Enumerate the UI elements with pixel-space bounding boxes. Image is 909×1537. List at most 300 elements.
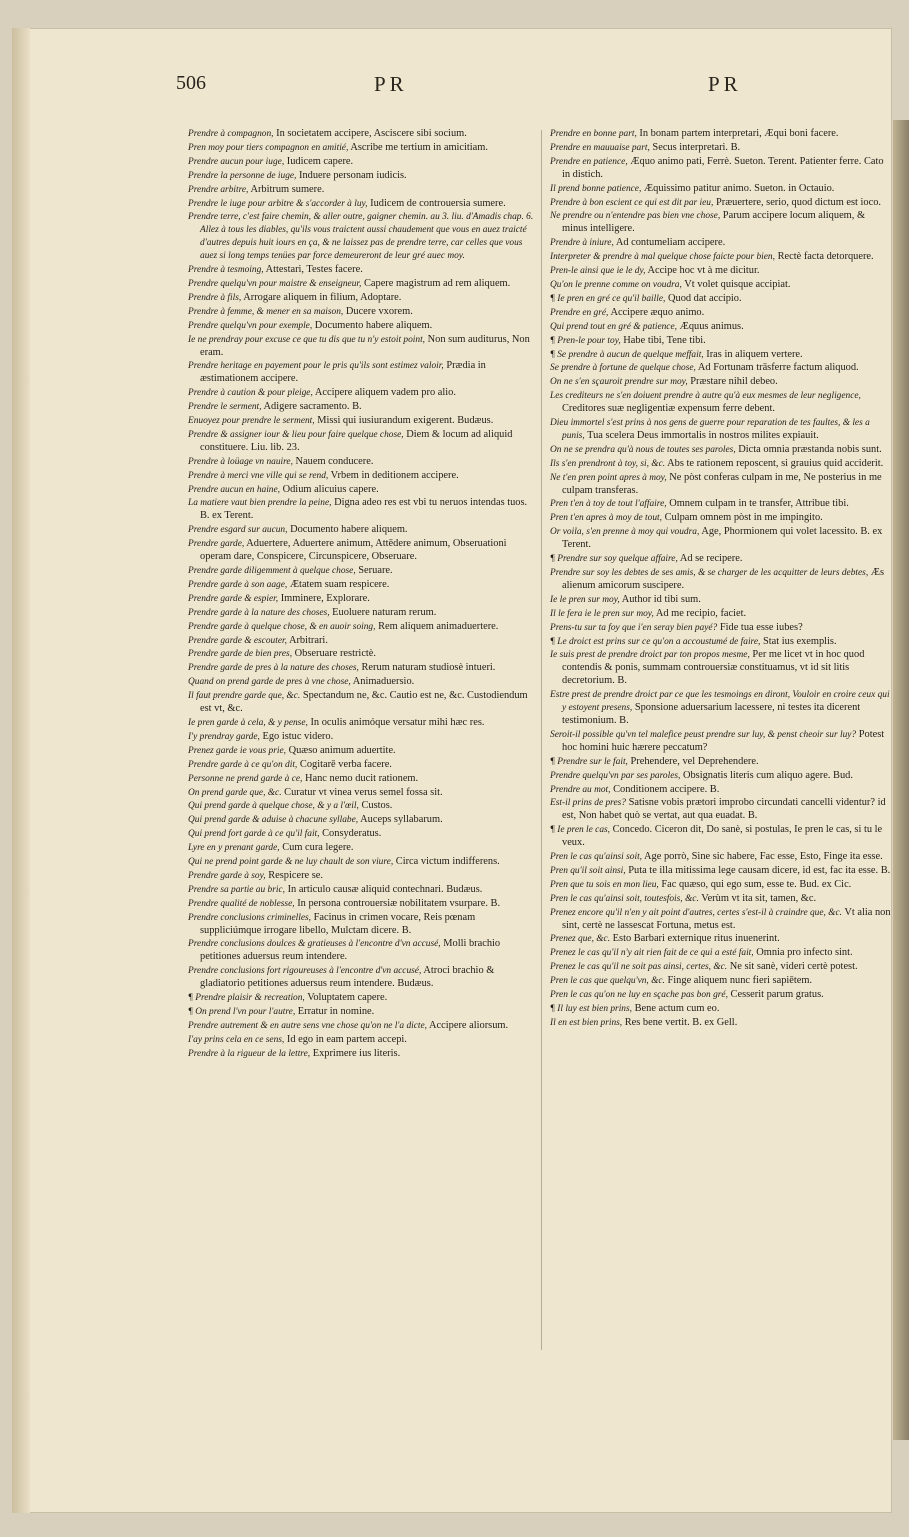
entry-headword: Prendre à merci vne ville qui se rend, — [188, 470, 329, 481]
entry-headword: Prendre à la rigueur de la lettre, — [188, 1048, 311, 1059]
dictionary-entry — [550, 526, 892, 552]
entry-translation: Bene actum cum eo. — [634, 1003, 720, 1014]
entry-headword: I'y prendray garde, — [188, 731, 260, 742]
entry-translation: Cum cura legere. — [282, 842, 354, 854]
entry-translation: Parum accipere locum aliquem, & minus intelligere. — [562, 210, 866, 235]
left-column — [188, 128, 534, 1062]
entry-translation: Curatur vt vinea verus semel fossa sit. — [284, 786, 443, 798]
dictionary-entry — [188, 1006, 534, 1019]
dictionary-entry — [188, 690, 534, 716]
dictionary-entry — [188, 676, 534, 689]
dictionary-entry — [188, 128, 534, 141]
dictionary-entry — [188, 484, 534, 497]
entry-translation: Ne pòst conferas culpam in me, Ne posterius in me culpam transferas. — [562, 471, 882, 496]
dictionary-entry — [550, 567, 892, 593]
entry-translation: Age, Phormionem qui volet lacessito. B. ex Terent. — [562, 526, 883, 551]
dictionary-entry — [188, 787, 534, 800]
entry-translation: Rem aliquem animaduertere. — [378, 620, 499, 632]
entry-headword: Prendre sa partie au bric, — [188, 884, 285, 895]
entry-headword: Prendre au mot, — [550, 784, 611, 795]
dictionary-entry — [550, 865, 892, 878]
entry-translation: Esto Barbari externique ritus inuenerint. — [612, 933, 780, 945]
entry-translation: Age porrò, Sine sic habere, Fac esse, Esto, Finge ita esse. — [644, 851, 883, 863]
entry-translation: Exprimere ius literis. — [312, 1047, 401, 1059]
entry-translation: Quæso animum aduertite. — [288, 744, 396, 756]
entry-headword: Prenez que, &c. — [550, 934, 611, 945]
entry-translation: Adigere sacramento. B. — [263, 401, 362, 413]
entry-translation: Missi qui iusiurandum exigerent. Budæus. — [317, 415, 494, 427]
dictionary-entry — [550, 307, 892, 320]
dictionary-entry — [550, 770, 892, 783]
entry-translation: Ad me recipio, faciet. — [655, 607, 747, 619]
entry-headword: Prendre garde, — [188, 539, 245, 550]
dictionary-entry — [188, 1048, 534, 1061]
entry-translation: Verùm vt ita sit, tamen, &c. — [701, 892, 817, 904]
entry-headword: Ne t'en pren point apres à moy, — [550, 472, 667, 483]
entry-headword: Dieu immortel s'est prins à nos gens de guerre pour reparation de tes faultes, & les a punis, — [550, 418, 870, 441]
entry-translation: Seruare. — [358, 565, 393, 576]
entry-headword: Prendre sur soy les debtes de ses amis, & se charger de les acquitter de leurs debtes, — [550, 568, 869, 578]
entry-headword: ¶ Ie pren en gré ce qu'il baille, — [550, 293, 666, 304]
entry-headword: On ne s'en sçauroit prendre sur moy, — [550, 377, 688, 388]
entry-headword: Quand on prend garde de pres à vne chose, — [188, 677, 351, 688]
entry-translation: Accipere aliorsum. — [429, 1019, 509, 1031]
entry-translation: Spectandum ne, &c. Cautio est ne, &c. Custodiendum est vt, &c. — [200, 690, 528, 715]
entry-headword: Qu'on le prenne comme on voudra, — [550, 279, 682, 290]
entry-headword: Pren-le ainsi que ie le dy, — [550, 266, 646, 277]
entry-translation: Voluptatem capere. — [307, 992, 388, 1004]
entry-translation: Cesserit parum gratus. — [730, 989, 824, 1001]
dictionary-entry — [188, 593, 534, 606]
dictionary-entry — [550, 933, 892, 946]
right-column — [550, 128, 892, 1031]
entry-headword: Pren que tu sois en mon lieu, — [550, 879, 659, 890]
entry-translation: Omnia pro infecto sint. — [756, 947, 853, 959]
dictionary-entry — [550, 251, 892, 264]
entry-translation: Iudicem capere. — [286, 155, 354, 167]
entry-translation: Ad contumeliam accipere. — [615, 237, 726, 249]
dictionary-entry — [550, 458, 892, 471]
entry-translation: Vt alia non sint, certè ne lassescat Fortuna, metus est. — [562, 906, 891, 931]
entry-translation: In oculis animóque versatur mihi hæc res. — [310, 716, 485, 728]
dictionary-entry — [550, 553, 892, 566]
entry-translation: Circa victum indifferens. — [395, 856, 500, 868]
entry-headword: Lyre en y prenant garde, — [188, 843, 280, 854]
dictionary-entry — [188, 497, 534, 523]
entry-headword: Prendre en mauuaise part, — [550, 142, 650, 153]
dictionary-entry — [550, 1017, 892, 1030]
entry-translation: In bonam partem interpretari, Æqui boni facere. — [639, 128, 839, 139]
entry-headword: Pren t'en à toy de tout l'affaire, — [550, 499, 667, 510]
dictionary-entry — [188, 470, 534, 483]
dictionary-entry — [188, 198, 534, 211]
entry-headword: Pren le cas qu'ainsi soit, toutesfois, &c. — [550, 893, 699, 904]
dictionary-entry — [188, 898, 534, 911]
entry-translation: Documento habere aliquem. — [290, 524, 408, 536]
entry-headword: Il prend bonne patience, — [550, 183, 642, 194]
entry-translation: Dicta omnia præstanda nobis sunt. — [738, 443, 882, 455]
dictionary-entry — [188, 912, 534, 938]
entry-headword: ¶ Il luy est bien prins, — [550, 1004, 632, 1014]
entry-headword: Prendre conclusions criminelles, — [188, 912, 311, 923]
entry-translation: Potest hoc homini huic hærere peccatum? — [562, 728, 885, 753]
dictionary-entry — [188, 429, 534, 455]
dictionary-entry — [550, 512, 892, 525]
entry-translation: Atroci brachio & gladiatorio petitiones aduersus reum intendere. Budæus. — [200, 965, 495, 990]
entry-headword: Prendre heritage en payement pour le pris qu'ils sont estimez valoir, — [188, 361, 444, 372]
entry-headword: Ie le pren sur moy, — [550, 594, 620, 605]
running-head-right: PR — [708, 72, 742, 96]
entry-headword: Prenez garde ie vous prie, — [188, 745, 286, 756]
entry-translation: Ad Fortunam trāsferre factum aliquod. — [697, 362, 859, 374]
entry-headword: Prendre autrement & en autre sens vne chose qu'on ne l'a dicte, — [188, 1020, 428, 1031]
entry-headword: Prendre quelqu'vn par ses paroles, — [550, 770, 681, 781]
entry-headword: Prendre garde à son aage, — [188, 579, 288, 590]
entry-translation: In societatem accipere, Asciscere sibi socium. — [276, 128, 467, 139]
entry-headword: Prendre garde à la nature des choses, — [188, 607, 330, 618]
entry-headword: Est-il prins de pres? — [550, 798, 626, 809]
entry-translation: Obsignatis literis cum aliquo agere. Bud. — [682, 769, 853, 781]
entry-headword: Pren qu'il soit ainsi, — [550, 865, 626, 876]
dictionary-entry — [550, 210, 892, 236]
entry-headword: Prendre à compagnon, — [188, 129, 274, 139]
dictionary-entry — [550, 797, 892, 823]
dictionary-entry — [550, 183, 892, 196]
dictionary-entry — [188, 745, 534, 758]
entry-translation: In articulo causæ aliquid contechnari. Budæus. — [287, 883, 483, 895]
entry-translation: Conditionem accipere. B. — [613, 783, 720, 795]
entry-translation: Satisne vobis prætori improbo circundati cancelli videntur? id est, Non habet quò se vertat, aut qua euadat. B. — [562, 797, 886, 822]
dictionary-entry — [550, 349, 892, 362]
entry-translation: Animaduersio. — [352, 676, 415, 688]
entry-headword: Prens-tu sur ta foy que i'en seray bien payé? — [550, 622, 718, 633]
entry-headword: ¶ Ie pren le cas, — [550, 825, 611, 836]
entry-translation: Stat ius exemplis. — [762, 635, 837, 647]
entry-translation: Molli brachio petitiones aduersus reum intendere. — [200, 938, 501, 963]
entry-headword: Ie pren garde à cela, & y pense, — [188, 717, 308, 728]
dictionary-entry — [550, 961, 892, 974]
entry-headword: Qui prend fort garde à ce qu'il fait, — [188, 829, 320, 840]
dictionary-entry — [550, 975, 892, 988]
entry-headword: Enuoyez pour prendre le serment, — [188, 416, 315, 427]
dictionary-entry — [188, 320, 534, 333]
entry-headword: Ne prendre ou n'entendre pas bien vne chose, — [550, 211, 721, 222]
entry-headword: Prenez le cas qu'il ne soit pas ainsi, certes, &c. — [550, 962, 728, 973]
entry-translation: Respicere se. — [268, 869, 324, 881]
dictionary-entry — [550, 907, 892, 933]
entry-headword: Prenez encore qu'il n'en y ait point d'autres, certes s'est-il à craindre que, &c. — [550, 907, 842, 918]
entry-headword: Prendre garde à ce qu'on dit, — [188, 759, 298, 770]
dictionary-entry — [188, 170, 534, 183]
entry-translation: Custos. — [361, 800, 393, 812]
dictionary-entry — [550, 649, 892, 688]
dictionary-entry — [550, 636, 892, 649]
entry-headword: Prendre garde diligemment à quelque chose, — [188, 566, 356, 576]
entry-headword: Se prendre à fortune de quelque chose, — [550, 363, 696, 374]
entry-headword: Prendre terre, c'est faire chemin, & aller outre, gaigner chemin. au 3. liu. d'Amadis chap. 6. Allez à tous les diables, qu'ils vous traictent aussi chaudement que vous en auez traicté d'autres depuis huit iours en ça, & ne laissez pas de prendre terre, car celles que vous auez si long temps tenües par force demeureront de leur gré auec moy. — [188, 212, 534, 262]
entry-translation: Attestari, Testes facere. — [265, 264, 363, 276]
entry-headword: Prendre aucun en haine, — [188, 484, 280, 495]
dictionary-entry — [550, 444, 892, 457]
dictionary-entry — [550, 197, 892, 210]
entry-headword: On prend garde que, &c. — [188, 787, 282, 798]
dictionary-entry — [550, 622, 892, 635]
entry-translation: Author id tibi sum. — [621, 593, 701, 605]
entry-headword: Prendre le iuge pour arbitre & s'accorder à luy, — [188, 198, 368, 209]
dictionary-entry — [188, 773, 534, 786]
dictionary-entry — [188, 717, 534, 730]
dictionary-entry — [188, 456, 534, 469]
dictionary-entry — [188, 731, 534, 744]
entry-translation: Ascribe me tertium in amicitiam. — [350, 141, 488, 153]
entry-translation: Documento habere aliquem. — [314, 319, 433, 331]
dictionary-entry — [188, 156, 534, 169]
dictionary-entry — [188, 334, 534, 360]
entry-translation: Ad se recipere. — [679, 553, 743, 565]
entry-translation: In persona controuersiæ nobilitatem vsurpare. B. — [297, 897, 501, 909]
entry-headword: Prendre esgard sur aucun, — [188, 525, 288, 536]
entry-translation: Præstare nihil debeo. — [690, 376, 778, 388]
dictionary-entry — [188, 360, 534, 386]
entry-translation: Auceps syllabarum. — [360, 814, 443, 826]
entry-translation: Ætatem suam respicere. — [289, 578, 390, 590]
entry-translation: Digna adeo res est vbi tu neruos intendas tuos. B. ex Terent. — [200, 497, 528, 522]
entry-translation: Æquus animus. — [679, 320, 744, 332]
entry-translation: Omnem culpam in te transfer, Attribue tibi. — [669, 498, 849, 510]
entry-translation: Iudicem de controuersia sumere. — [370, 197, 506, 209]
entry-translation: Quod dat accipio. — [668, 292, 742, 304]
entry-headword: Ils s'en prendront à toy, si, &c. — [550, 458, 666, 469]
entry-translation: Puta te illa mitissima lege causam dicere, id est, fac ita esse. B. — [628, 864, 891, 876]
entry-translation: Nauem conducere. — [295, 455, 374, 467]
entry-headword: Prendre garde & escouter, — [188, 635, 287, 646]
entry-headword: Il en est bien prins, — [550, 1017, 623, 1028]
dictionary-entry — [550, 237, 892, 250]
entry-translation: Vt volet quisque accipiat. — [684, 278, 791, 290]
dictionary-entry — [550, 608, 892, 621]
entry-translation: Ego istuc videro. — [262, 730, 334, 742]
dictionary-entry — [550, 142, 892, 155]
entry-translation: Tua scelera Deus immortalis in nostros milites expiauit. — [587, 429, 819, 441]
entry-headword: Qui prend garde & aduise à chacune syllabe, — [188, 815, 359, 826]
dictionary-entry — [550, 689, 892, 728]
dictionary-entry — [188, 648, 534, 661]
entry-translation: Diem & locum ad aliquid constituere. Liu. lib. 23. — [200, 428, 513, 453]
entry-headword: Prendre à caution & pour pleige, — [188, 388, 313, 399]
entry-headword: Or voila, s'en prenne à moy qui voudra, — [550, 527, 700, 538]
entry-headword: Pren le cas qu'on ne luy en sçache pas bon gré, — [550, 990, 728, 1001]
dictionary-entry — [550, 335, 892, 348]
entry-translation: Accipere æquo animo. — [610, 306, 705, 318]
entry-translation: Finge aliquem nunc fieri sapiētem. — [667, 975, 813, 987]
dictionary-entry — [550, 390, 892, 416]
entry-translation: Æs alienum amicorum suscipere. — [562, 567, 885, 591]
entry-headword: Ie suis prest de prendre droict par ton propos mesme, — [550, 650, 750, 661]
entry-translation: Secus interpretari. B. — [652, 141, 741, 153]
entry-translation: Rectè facta detorquere. — [777, 251, 874, 263]
dictionary-entry — [550, 321, 892, 334]
dictionary-entry — [550, 594, 892, 607]
dictionary-entry — [188, 142, 534, 155]
entry-headword: Prendre en gré, — [550, 307, 609, 318]
dictionary-entry — [550, 417, 892, 443]
entry-translation: Fac quæso, qui ego sum, esse te. Bud. ex Cic. — [661, 878, 852, 890]
entry-headword: Pren le cas qu'ainsi soit, — [550, 852, 643, 863]
page-header — [176, 72, 876, 102]
entry-headword: Il faut prendre garde que, &c. — [188, 691, 301, 702]
dictionary-entry — [550, 851, 892, 864]
dictionary-entry — [550, 498, 892, 511]
dictionary-entry — [550, 128, 892, 141]
dictionary-entry — [550, 729, 892, 755]
entry-headword: Prendre à bon escient ce qui est dit par ieu, — [550, 197, 714, 208]
entry-headword: Prendre à loüage vn nauire, — [188, 456, 293, 467]
entry-translation: Arrogare aliquem in filium, Adoptare. — [243, 291, 402, 303]
entry-headword: On ne se prendra qu'à nous de toutes ses paroles, — [550, 444, 736, 455]
entry-headword: Prendre conclusions fort rigoureuses à l'encontre d'vn accusé, — [188, 966, 422, 977]
entry-translation: Odium alicuius capere. — [282, 483, 379, 495]
entry-translation: Fide tua esse iubes? — [719, 621, 803, 633]
entry-headword: Il le fera ie le pren sur moy, — [550, 608, 654, 619]
entry-headword: Prendre à iniure, — [550, 238, 614, 249]
entry-headword: Prendre la personne de iuge, — [188, 170, 297, 181]
dictionary-entry — [188, 992, 534, 1005]
dictionary-entry — [188, 264, 534, 277]
entry-translation: Cogitarē verba facere. — [299, 758, 392, 770]
entry-headword: Prendre & assigner iour & lieu pour faire quelque chose, — [188, 429, 404, 440]
dictionary-entry — [550, 1003, 892, 1016]
dictionary-entry — [550, 265, 892, 278]
dictionary-entry — [188, 387, 534, 400]
entry-translation: Ne sit sanè, videri certè potest. — [729, 961, 858, 973]
entry-translation: Per me licet vt in hoc quod contendis & ponis, summam controuersiæ constituamus, vt id sit litis decretorium. B. — [562, 649, 865, 687]
entry-headword: Prendre qualité de noblesse, — [188, 898, 295, 909]
dictionary-entry — [188, 621, 534, 634]
entry-translation: Creditores suæ negligentiæ expensum ferre debent. — [562, 403, 775, 415]
entry-translation: Facinus in crimen vocare, Reis pœnam suppliciúmque irrogare libello, Mulctam dicere. B. — [200, 911, 476, 936]
entry-translation: Accipere aliquem vadem pro alio. — [314, 387, 456, 399]
entry-headword: Estre prest de prendre droict par ce que les tesmoings en diront, Vouloir en croire ceux qui y estoyent presens, — [550, 690, 890, 714]
dictionary-entry — [188, 278, 534, 291]
dictionary-entry — [188, 1034, 534, 1047]
entry-headword: Qui prend garde à quelque chose, & y a l'œil, — [188, 801, 359, 812]
entry-translation: Æquo animo pati, Ferrè. Sueton. Terent. Patienter ferre. Cato in distich. — [562, 155, 884, 180]
entry-translation: Rerum naturam studiosè intueri. — [361, 662, 496, 674]
entry-translation: Arbitrari. — [288, 634, 328, 646]
entry-headword: Prendre quelqu'vn pour maistre & enseigneur, — [188, 278, 362, 289]
entry-translation: Ducere vxorem. — [345, 305, 413, 317]
dictionary-entry — [550, 472, 892, 498]
dictionary-entry — [550, 756, 892, 769]
entry-headword: ¶ Prendre plaisir & recreation, — [188, 993, 305, 1004]
dictionary-entry — [188, 579, 534, 592]
entry-headword: Pren moy pour tiers compagnon en amitié, — [188, 142, 349, 153]
entry-headword: I'ay prins cela en ce sens, — [188, 1034, 285, 1045]
entry-headword: Pren le cas que quelqu'vn, &c. — [550, 976, 665, 987]
dictionary-entry — [188, 607, 534, 620]
dictionary-entry — [188, 814, 534, 827]
entry-translation: Imminere, Explorare. — [280, 592, 370, 604]
entry-headword: ¶ Prendre sur le fait, — [550, 756, 628, 767]
entry-translation: Consyderatus. — [322, 828, 382, 840]
entry-translation: Induere personam iudicis. — [299, 169, 407, 181]
dictionary-entry — [550, 893, 892, 906]
dictionary-entry — [550, 156, 892, 182]
entry-translation: Erratur in nomine. — [297, 1006, 375, 1017]
dictionary-entry — [550, 989, 892, 1002]
entry-translation: Non sum auditurus, Non eram. — [200, 333, 530, 358]
entry-headword: Prendre garde à soy, — [188, 870, 266, 881]
dictionary-entry — [188, 759, 534, 772]
entry-headword: Prendre en patience, — [550, 156, 628, 167]
entry-translation: Iras in aliquem vertere. — [706, 348, 803, 360]
page-number: 506 — [176, 72, 206, 94]
entry-translation: Culpam omnem pòst in me impingito. — [664, 512, 823, 524]
entry-translation: Accipe hoc vt à me dicitur. — [647, 265, 760, 277]
dictionary-entry — [188, 292, 534, 305]
entry-headword: Prendre garde de pres à la nature des choses, — [188, 663, 359, 674]
entry-translation: Aduertere, Aduertere animum, Attēdere animum, Obseruationi operam dare, Conspicere, Circunspicere, Obseruare. — [200, 538, 507, 563]
dictionary-entry — [188, 842, 534, 855]
dictionary-entry — [188, 1020, 534, 1033]
entry-translation: Id ego in eam partem accepi. — [286, 1033, 407, 1045]
entry-headword: Qui prend tout en gré & patience, — [550, 321, 677, 332]
entry-translation: Abs te rationem reposcent, si grauius quid acciderit. — [667, 457, 884, 469]
dictionary-entry — [188, 635, 534, 648]
dictionary-entry — [188, 184, 534, 197]
entry-headword: Seroit-il possible qu'vn tel malefice peust prendre sur luy, & penst cheoir sur luy? — [550, 729, 857, 740]
dictionary-entry — [188, 415, 534, 428]
entry-headword: ¶ Pren-le pour toy, — [550, 335, 621, 346]
entry-headword: Prendre en bonne part, — [550, 129, 637, 139]
entry-headword: Prendre garde & espier, — [188, 593, 279, 604]
dictionary-entry — [188, 401, 534, 414]
entry-translation: Sponsione aduersarium lacessere, ni testes ita dicerent testimonium. B. — [562, 702, 861, 726]
entry-translation: Prædia in æstimationem accipere. — [200, 360, 486, 385]
dictionary-entry — [188, 938, 534, 964]
entry-headword: Ie ne prendray pour excuse ce que tu dis que tu n'y estoit point, — [188, 334, 426, 345]
entry-headword: Prendre garde de bien pres, — [188, 649, 293, 660]
dictionary-entry — [550, 279, 892, 292]
entry-headword: Prendre aucun pour iuge, — [188, 156, 285, 167]
entry-headword: Prendre à fils, — [188, 292, 242, 303]
dictionary-entry — [550, 879, 892, 892]
entry-headword: ¶ On prend l'vn pour l'autre, — [188, 1007, 296, 1017]
dictionary-entry — [188, 828, 534, 841]
dictionary-entry — [550, 947, 892, 960]
dictionary-entry — [188, 870, 534, 883]
entry-translation: Concedo. Ciceron dit, Do sanè, si postulas, Ie pren le cas, si tu le veux. — [562, 824, 883, 849]
entry-headword: Prenez le cas qu'il n'y ait rien fait de ce qui a esté fait, — [550, 948, 754, 959]
entry-headword: Prendre garde à quelque chose, & en auoir soing, — [188, 621, 376, 632]
entry-translation: Vrbem in deditionem accipere. — [330, 469, 459, 481]
entry-translation: Obseruare restrictè. — [294, 648, 377, 660]
entry-headword: Personne ne prend garde à ce, — [188, 773, 303, 784]
entry-translation: Habe tibi, Tene tibi. — [623, 334, 706, 346]
running-head-left: PR — [374, 72, 408, 96]
entry-headword: Qui ne prend point garde & ne luy chault de son viure, — [188, 857, 394, 868]
dictionary-entry — [188, 965, 534, 991]
entry-headword: Prendre arbitre, — [188, 184, 249, 195]
entry-headword: ¶ Se prendre à aucun de quelque meffait, — [550, 349, 704, 360]
entry-translation: Æquissimo patitur animo. Sueton. in Octauio. — [643, 182, 835, 194]
dictionary-entry — [188, 306, 534, 319]
dictionary-entry — [188, 565, 534, 578]
entry-translation: Arbitrum sumere. — [250, 183, 325, 195]
dictionary-entry — [188, 884, 534, 897]
entry-translation: Capere magistrum ad rem aliquem. — [363, 277, 511, 289]
entry-headword: Les crediteurs ne s'en doiuent prendre à autre qu'à eux mesmes de leur negligence, — [550, 391, 861, 402]
